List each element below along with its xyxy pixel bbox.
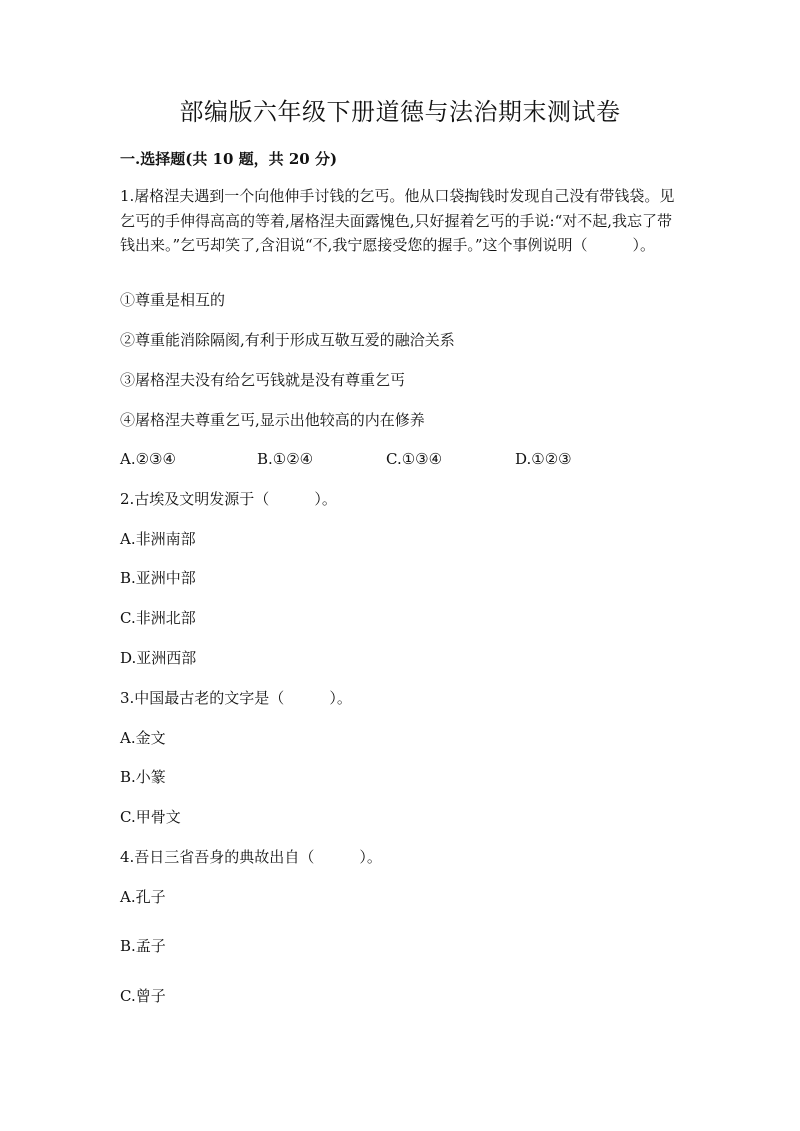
question-1-option-b: B.①②④ [257,450,314,468]
question-1-statement-3: ③屠格涅夫没有给乞丐钱就是没有尊重乞丐 [120,371,406,389]
question-1-stem: 1.屠格涅夫遇到一个向他伸手讨钱的乞丐。他从口袋掏钱时发现自己没有带钱袋。见乞丐的手伸得高高的等着,屠格涅夫面露愧色,只好握着乞丐的手说:“对不起,我忘了带钱出来。”乞丐却笑了,含泪说“不,我宁愿接受您的握手。”这个事例说明（ ）。 [120,187,675,254]
page-title: 部编版六年级下册道德与法治期末测试卷 [179,98,621,126]
section-heading: 一.选择题(共 10 题，共 20 分) [120,150,338,168]
question-2-option-d: D.亚洲西部 [120,649,197,667]
question-2-stem: 2.古埃及文明发源于（ ）。 [120,490,337,508]
question-4-option-c: C.曾子 [120,987,166,1005]
question-1-statement-1: ①尊重是相互的 [120,291,226,309]
question-2-option-c: C.非洲北部 [120,609,196,627]
question-1-statement-4: ④屠格涅夫尊重乞丐,显示出他较高的内在修养 [120,411,425,429]
question-3-option-c: C.甲骨文 [120,808,181,826]
question-1-option-a: A.②③④ [120,450,176,468]
question-2-option-b: B.亚洲中部 [120,569,196,587]
question-2-option-a: A.非洲南部 [120,530,196,548]
question-1-statement-2: ②尊重能消除隔阂,有利于形成互敬互爱的融洽关系 [120,331,455,349]
question-4-option-b: B.孟子 [120,937,166,955]
question-3-option-a: A.金文 [120,729,166,747]
question-3-stem: 3.中国最古老的文字是（ ）。 [120,689,352,707]
question-4-option-a: A.孔子 [120,888,166,906]
question-1-option-c: C.①③④ [386,450,443,468]
question-1-option-d: D.①②③ [515,450,572,468]
question-4-stem: 4.吾日三省吾身的典故出自（ ）。 [120,848,382,866]
question-3-option-b: B.小篆 [120,768,166,786]
